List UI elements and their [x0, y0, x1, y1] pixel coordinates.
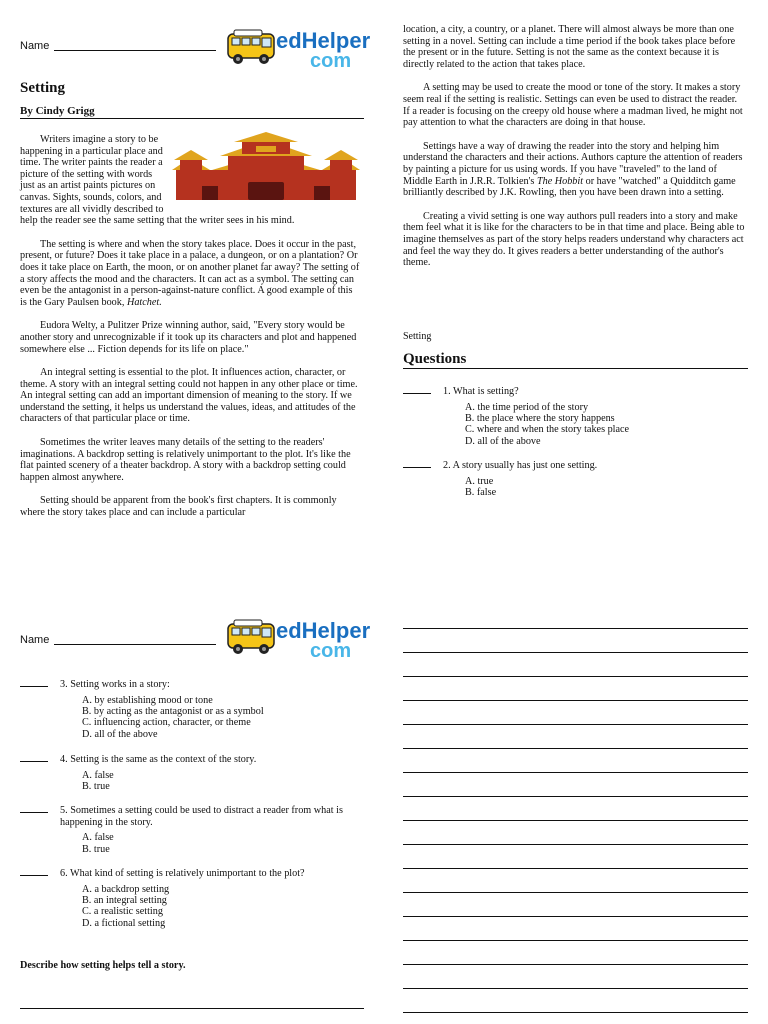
- school-bus-icon: [228, 30, 274, 64]
- answer-option[interactable]: C. a realistic setting: [82, 906, 163, 918]
- questions-section-label: Setting: [403, 331, 432, 342]
- answer-option[interactable]: B. false: [465, 487, 497, 498]
- writing-line[interactable]: [403, 940, 748, 941]
- paragraph: Sometimes the writer leaves many details of the setting to the readers' imaginations. A backdrop setting is relatively unimportant to the plot. It's like the flat painted scenery of a theater backdrop. A story with a backdrop setting could happen almost anywhere.: [20, 437, 351, 483]
- writing-line[interactable]: [403, 652, 748, 653]
- question-1: 1. What is setting? A. the time period of the story B. the place where the story happens C. where and when the story takes place D. all of the above: [403, 386, 748, 447]
- svg-text:edHelper.: edHelper.: [276, 618, 370, 643]
- answer-blank[interactable]: [403, 467, 431, 468]
- answer-option[interactable]: D. a fictional setting: [82, 917, 166, 929]
- answer-blank[interactable]: [20, 761, 48, 762]
- answer-option[interactable]: A. by establishing mood or tone: [82, 694, 213, 706]
- answer-option[interactable]: D. all of the above: [82, 728, 158, 740]
- writing-line[interactable]: [403, 988, 748, 989]
- edhelper-logo: [226, 614, 370, 660]
- answer-option[interactable]: B. true: [82, 843, 110, 855]
- writing-line[interactable]: [20, 1008, 364, 1009]
- writing-line[interactable]: [403, 892, 748, 893]
- writing-line[interactable]: [403, 676, 748, 677]
- answer-option[interactable]: B. the place where the story happens: [465, 413, 615, 424]
- paragraph: Creating a vivid setting is one way authors pull readers into a story and make them feel what it is like for the characters to be in that time and place. Being able to imagine themselves as part of the story helps readers understand why characters act and feel the way they do. It gives readers a better understanding of the author's theme.: [403, 210, 745, 269]
- name-line[interactable]: [54, 644, 216, 645]
- paragraph: location, a city, a country, or a planet. There will almost always be more than one setting in a novel. Setting can include a time period if the book takes place before the present or in the future. Setting is not the same as the context because it is directly related to the action that takes place.: [403, 24, 736, 70]
- answer-blank[interactable]: [20, 812, 48, 813]
- question-4: 4. Setting is the same as the context of the story. A. false B. true: [20, 754, 365, 792]
- question-2: 2. A story usually has just one setting. A. true B. false: [403, 460, 748, 498]
- page-title: Setting: [20, 80, 65, 96]
- answer-option[interactable]: B. by acting as the antagonist or as a symbol: [82, 706, 264, 717]
- writing-line[interactable]: [403, 868, 748, 869]
- article-column-right: [403, 24, 745, 269]
- answer-option[interactable]: C. where and when the story takes place: [465, 424, 630, 436]
- title-rule: [20, 118, 364, 119]
- answer-option[interactable]: B. an integral setting: [82, 895, 167, 906]
- question-5: 5. Sometimes a setting could be used to distract a reader from what is happening in the story. A. false B. true: [20, 805, 365, 855]
- writing-line[interactable]: [403, 628, 748, 629]
- writing-line[interactable]: [403, 844, 748, 845]
- writing-line[interactable]: [403, 916, 748, 917]
- answer-option[interactable]: A. a backdrop setting: [82, 883, 170, 895]
- question-3: 3. Setting works in a story: A. by establishing mood or tone B. by acting as the antagonist or as a symbol C. influencing action, character, or theme D. all of the above: [20, 679, 365, 740]
- svg-text:com: com: [310, 50, 352, 70]
- palace-illustration: [172, 130, 360, 202]
- answer-option[interactable]: A. false: [82, 832, 114, 844]
- questions-rule: [403, 368, 748, 369]
- answer-option[interactable]: A. the time period of the story: [465, 401, 589, 413]
- svg-text:edHelper.: edHelper.: [276, 28, 370, 53]
- paragraph: Settings have a way of drawing the reader into the story and helping him understand the characters and their actions. Authors capture the attention of readers by painting a picture for us using words. If you have "traveled" to the land of Middle Earth in J.R.R. Tolkien's The Hobbit or have "watched" a Quidditch game brilliantly described by J.K. Rowling, then you have been drawn into a setting.: [403, 140, 743, 199]
- writing-line[interactable]: [403, 748, 748, 749]
- book-title-hatchet: Hatchet.: [126, 296, 162, 308]
- writing-line[interactable]: [403, 1012, 748, 1013]
- svg-text:com: com: [310, 640, 352, 660]
- name-line[interactable]: [54, 50, 216, 51]
- writing-line[interactable]: [403, 772, 748, 773]
- paragraph: The setting is where and when the story takes place. Does it occur in the past, present, or future? Does it take place in a palace, a dungeon, or on a plantation? Or does it take place on Earth, the moon, or on another planet far away? The setting of a story affects the mood and the characters. It can act as a symbol. The setting can even be the antagonist in a person-against-nature conflict. A good example of this is the Gary Paulsen book, Hatchet.: [20, 238, 360, 308]
- paragraph: A setting may be used to create the mood or tone of the story. It makes a story seem real if the setting is realistic. Settings can even be used to distract the reader. If a reader is focusing on the creepy old house where a madman lived, he might not pay attention to what the characters are doing in that house.: [403, 82, 743, 129]
- writing-prompt: Describe how setting helps tell a story.: [20, 960, 186, 971]
- writing-line[interactable]: [403, 700, 748, 701]
- paragraph: Writers imagine a story to be happening in a particular place and time. The writer paints the reader a picture of the setting with words just as an artist paints pictures on canvas. Sights, sounds, colors, and textures are all vividly described to help the reader see the same setting that the writer sees in his mind.: [20, 134, 295, 227]
- answer-option[interactable]: C. influencing action, character, or theme: [82, 717, 251, 729]
- writing-line[interactable]: [403, 724, 748, 725]
- answer-option[interactable]: A. false: [82, 769, 114, 781]
- book-title-hobbit: The Hobbit: [536, 175, 584, 187]
- paragraph: An integral setting is essential to the plot. It influences action, character, or theme. A story with an integral setting could not happen in any other place or time. An integral setting can add an important dimension of meaning to the story. If we understand the setting, it helps us understand the values, ideas, and attitudes of the characters of that particular place or time.: [20, 367, 358, 425]
- paragraph: Eudora Welty, a Pulitzer Prize winning author, said, "Every story would be another story and unrecognizable if it took up its characters and plot and happened somewhere else ... Fiction depends for its life on place.": [20, 320, 357, 355]
- answer-blank[interactable]: [20, 686, 48, 687]
- answer-option[interactable]: B. true: [82, 781, 110, 792]
- question-6: 6. What kind of setting is relatively unimportant to the plot? A. a backdrop setting B. an integral setting C. a realistic setting D. a fictional setting: [20, 868, 365, 929]
- article-column-left: [20, 134, 360, 519]
- answer-blank[interactable]: [403, 393, 431, 394]
- name-label: Name: [20, 40, 50, 52]
- byline: By Cindy Grigg: [20, 105, 95, 117]
- writing-line[interactable]: [403, 820, 748, 821]
- paragraph: Setting should be apparent from the book's first chapters. It is commonly where the story takes place and can include a particular: [20, 495, 337, 519]
- writing-line[interactable]: [403, 796, 748, 797]
- answer-blank[interactable]: [20, 875, 48, 876]
- school-bus-icon: [228, 620, 274, 654]
- writing-line[interactable]: [403, 964, 748, 965]
- edhelper-logo: [226, 24, 370, 70]
- answer-option[interactable]: D. all of the above: [465, 435, 541, 447]
- questions-title: Questions: [403, 351, 467, 367]
- name-label: Name: [20, 634, 50, 646]
- answer-option[interactable]: A. true: [465, 475, 494, 487]
